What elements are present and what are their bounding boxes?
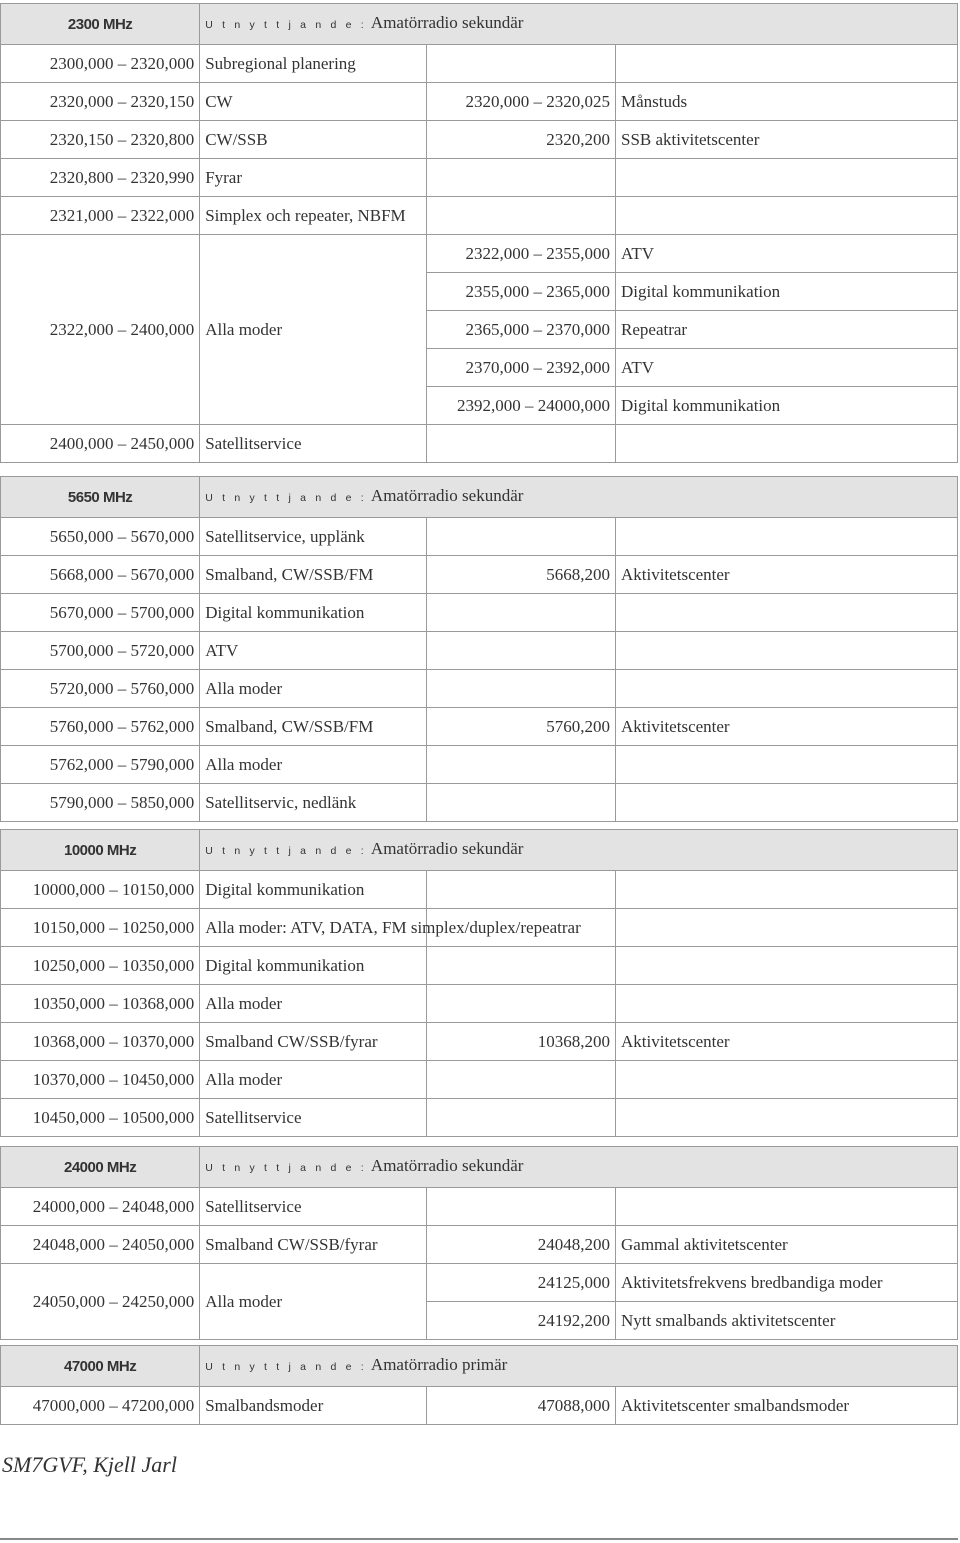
- table-row: [1, 1099, 958, 1137]
- mode-text: Smalband, CW/SSB/FM: [200, 708, 427, 746]
- table-row: [1, 1264, 958, 1302]
- sub-frequency: [427, 1188, 616, 1226]
- sub-description: [616, 45, 958, 83]
- frequency-range: 24048,000 – 24050,000: [1, 1226, 200, 1264]
- table-row: [1, 518, 958, 556]
- band-header: [1, 1346, 958, 1387]
- sub-description: [616, 1188, 958, 1226]
- frequency-range: 5762,000 – 5790,000: [1, 746, 200, 784]
- usage-label: U t n y t t j a n d e :: [205, 492, 367, 504]
- sub-frequency: 24125,000: [427, 1264, 616, 1302]
- table-row: [1, 985, 958, 1023]
- band-frequency: 2300 MHz: [1, 4, 200, 45]
- table-row: [1, 746, 958, 784]
- mode-text: Alla moder: [200, 985, 427, 1023]
- table-row: [1, 197, 958, 235]
- usage-value: Amatörradio primär: [370, 1355, 508, 1374]
- sub-frequency: 2355,000 – 2365,000: [427, 273, 616, 311]
- sub-frequency: 2370,000 – 2392,000: [427, 349, 616, 387]
- sub-description: SSB aktivitetscenter: [616, 121, 958, 159]
- sub-description: Aktivitetsfrekvens bredbandiga moder: [616, 1264, 958, 1302]
- sub-frequency: 2320,000 – 2320,025: [427, 83, 616, 121]
- band-table: [0, 1146, 958, 1340]
- mode-text: Satellitservice, upplänk: [200, 518, 427, 556]
- sub-description: [616, 909, 958, 947]
- sub-description: [616, 1099, 958, 1137]
- sub-description: Digital kommunikation: [616, 273, 958, 311]
- mode-text: Alla moder: [200, 235, 427, 425]
- frequency-range: 2300,000 – 2320,000: [1, 45, 200, 83]
- table-row: [1, 594, 958, 632]
- frequency-range: 2320,800 – 2320,990: [1, 159, 200, 197]
- sub-description: [616, 871, 958, 909]
- band-usage: [200, 4, 958, 45]
- sub-frequency: [427, 425, 616, 463]
- mode-text: Alla moder: [200, 670, 427, 708]
- sub-frequency: [427, 985, 616, 1023]
- sub-frequency: 2320,200: [427, 121, 616, 159]
- frequency-range: 24000,000 – 24048,000: [1, 1188, 200, 1226]
- sub-frequency: 5668,200: [427, 556, 616, 594]
- sub-frequency: [427, 632, 616, 670]
- table-row: [1, 708, 958, 746]
- mode-text: ATV: [200, 632, 427, 670]
- sub-frequency: [427, 784, 616, 822]
- mode-text: Satellitservic, nedlänk: [200, 784, 427, 822]
- sub-frequency: 2322,000 – 2355,000: [427, 235, 616, 273]
- mode-text: Satellitservice: [200, 425, 427, 463]
- table-row: [1, 1188, 958, 1226]
- sub-description: ATV: [616, 235, 958, 273]
- frequency-range: 2400,000 – 2450,000: [1, 425, 200, 463]
- sub-description: [616, 425, 958, 463]
- sub-frequency: 24048,200: [427, 1226, 616, 1264]
- table-row: [1, 1061, 958, 1099]
- sub-description: [616, 518, 958, 556]
- mode-text: Satellitservice: [200, 1099, 427, 1137]
- sub-frequency: [427, 594, 616, 632]
- sub-description: [616, 1061, 958, 1099]
- mode-text: Alla moder: [200, 1264, 427, 1340]
- sub-description: Aktivitetscenter: [616, 1023, 958, 1061]
- mode-text: CW/SSB: [200, 121, 427, 159]
- frequency-range: 10150,000 – 10250,000: [1, 909, 200, 947]
- frequency-range: 5700,000 – 5720,000: [1, 632, 200, 670]
- usage-label: U t n y t t j a n d e :: [205, 845, 367, 857]
- sub-description: Aktivitetscenter: [616, 708, 958, 746]
- frequency-range: 10350,000 – 10368,000: [1, 985, 200, 1023]
- sub-description: Nytt smalbands aktivitetscenter: [616, 1302, 958, 1340]
- table-row: [1, 425, 958, 463]
- sub-description: [616, 947, 958, 985]
- frequency-range: 5670,000 – 5700,000: [1, 594, 200, 632]
- sub-description: Repeatrar: [616, 311, 958, 349]
- mode-text: Digital kommunikation: [200, 871, 427, 909]
- table-row: [1, 121, 958, 159]
- sub-description: Aktivitetscenter smalbandsmoder: [616, 1387, 958, 1425]
- frequency-range: 10000,000 – 10150,000: [1, 871, 200, 909]
- sub-frequency: 10368,200: [427, 1023, 616, 1061]
- mode-text: Smalband, CW/SSB/FM: [200, 556, 427, 594]
- sub-frequency: [427, 518, 616, 556]
- mode-text: Digital kommunikation: [200, 594, 427, 632]
- mode-text: Subregional planering: [200, 45, 427, 83]
- sub-description: ATV: [616, 349, 958, 387]
- sub-description: Digital kommunikation: [616, 387, 958, 425]
- sub-frequency: [427, 159, 616, 197]
- sub-description: [616, 632, 958, 670]
- frequency-range: 5790,000 – 5850,000: [1, 784, 200, 822]
- footer-rule: [0, 1538, 958, 1540]
- band-frequency: 47000 MHz: [1, 1346, 200, 1387]
- mode-text: Digital kommunikation: [200, 947, 427, 985]
- sub-description: [616, 159, 958, 197]
- table-row: [1, 83, 958, 121]
- table-row: [1, 45, 958, 83]
- table-row: [1, 670, 958, 708]
- table-row: [1, 784, 958, 822]
- band-table: [0, 1345, 958, 1425]
- table-row: [1, 871, 958, 909]
- band-header: [1, 1147, 958, 1188]
- frequency-range: 5650,000 – 5670,000: [1, 518, 200, 556]
- band-usage: [200, 1147, 958, 1188]
- sub-description: Gammal aktivitetscenter: [616, 1226, 958, 1264]
- mode-text: Satellitservice: [200, 1188, 427, 1226]
- author-signature: SM7GVF, Kjell Jarl: [2, 1452, 177, 1477]
- band-header: [1, 477, 958, 518]
- sub-description: [616, 594, 958, 632]
- mode-text: CW: [200, 83, 427, 121]
- sub-frequency: [427, 197, 616, 235]
- sub-description: Aktivitetscenter: [616, 556, 958, 594]
- table-row: [1, 909, 958, 947]
- table-row: [1, 556, 958, 594]
- mode-text: Alla moder: [200, 746, 427, 784]
- sub-description: [616, 670, 958, 708]
- table-row: [1, 947, 958, 985]
- frequency-range: 2320,000 – 2320,150: [1, 83, 200, 121]
- sub-description: [616, 784, 958, 822]
- usage-value: Amatörradio sekundär: [370, 13, 524, 32]
- mode-text: Smalband CW/SSB/fyrar: [200, 1023, 427, 1061]
- band-table: [0, 829, 958, 1137]
- table-row: [1, 1226, 958, 1264]
- sub-frequency: [427, 670, 616, 708]
- band-frequency: 10000 MHz: [1, 830, 200, 871]
- band-table: [0, 3, 958, 463]
- sub-frequency: 5760,200: [427, 708, 616, 746]
- usage-label: U t n y t t j a n d e :: [205, 1162, 367, 1174]
- mode-text: Smalband CW/SSB/fyrar: [200, 1226, 427, 1264]
- band-table: [0, 476, 958, 822]
- sub-frequency: [427, 1099, 616, 1137]
- sub-description: [616, 746, 958, 784]
- usage-value: Amatörradio sekundär: [370, 486, 524, 505]
- sub-frequency: 2365,000 – 2370,000: [427, 311, 616, 349]
- frequency-range: 2322,000 – 2400,000: [1, 235, 200, 425]
- usage-value: Amatörradio sekundär: [370, 1156, 524, 1175]
- sub-description: [616, 985, 958, 1023]
- table-row: [1, 1387, 958, 1425]
- frequency-range: 10250,000 – 10350,000: [1, 947, 200, 985]
- frequency-range: 5668,000 – 5670,000: [1, 556, 200, 594]
- table-row: [1, 1023, 958, 1061]
- sub-frequency: [427, 746, 616, 784]
- mode-text: Alla moder: [200, 1061, 427, 1099]
- sub-frequency: 2392,000 – 24000,000: [427, 387, 616, 425]
- mode-text: Fyrar: [200, 159, 427, 197]
- band-header: [1, 830, 958, 871]
- mode-text: Alla moder: ATV, DATA, FM simplex/duplex/repeatrar: [200, 909, 427, 947]
- frequency-range: 2320,150 – 2320,800: [1, 121, 200, 159]
- frequency-range: 5760,000 – 5762,000: [1, 708, 200, 746]
- sub-description: [616, 197, 958, 235]
- sub-frequency: 24192,200: [427, 1302, 616, 1340]
- table-row: [1, 235, 958, 273]
- usage-label: U t n y t t j a n d e :: [205, 1361, 367, 1373]
- frequency-range: 10368,000 – 10370,000: [1, 1023, 200, 1061]
- frequency-range: 5720,000 – 5760,000: [1, 670, 200, 708]
- band-header: [1, 4, 958, 45]
- sub-frequency: 47088,000: [427, 1387, 616, 1425]
- sub-frequency: [427, 45, 616, 83]
- usage-label: U t n y t t j a n d e :: [205, 19, 367, 31]
- band-frequency: 24000 MHz: [1, 1147, 200, 1188]
- sub-frequency: [427, 871, 616, 909]
- usage-value: Amatörradio sekundär: [370, 839, 524, 858]
- frequency-range: 10370,000 – 10450,000: [1, 1061, 200, 1099]
- frequency-range: 24050,000 – 24250,000: [1, 1264, 200, 1340]
- sub-description: Månstuds: [616, 83, 958, 121]
- frequency-range: 2321,000 – 2322,000: [1, 197, 200, 235]
- sub-frequency: [427, 1061, 616, 1099]
- sub-frequency: [427, 947, 616, 985]
- band-usage: [200, 477, 958, 518]
- table-row: [1, 159, 958, 197]
- frequency-range: 10450,000 – 10500,000: [1, 1099, 200, 1137]
- frequency-range: 47000,000 – 47200,000: [1, 1387, 200, 1425]
- band-usage: [200, 1346, 958, 1387]
- band-frequency: 5650 MHz: [1, 477, 200, 518]
- mode-text: Smalbandsmoder: [200, 1387, 427, 1425]
- mode-text: Simplex och repeater, NBFM: [200, 197, 427, 235]
- band-usage: [200, 830, 958, 871]
- table-row: [1, 632, 958, 670]
